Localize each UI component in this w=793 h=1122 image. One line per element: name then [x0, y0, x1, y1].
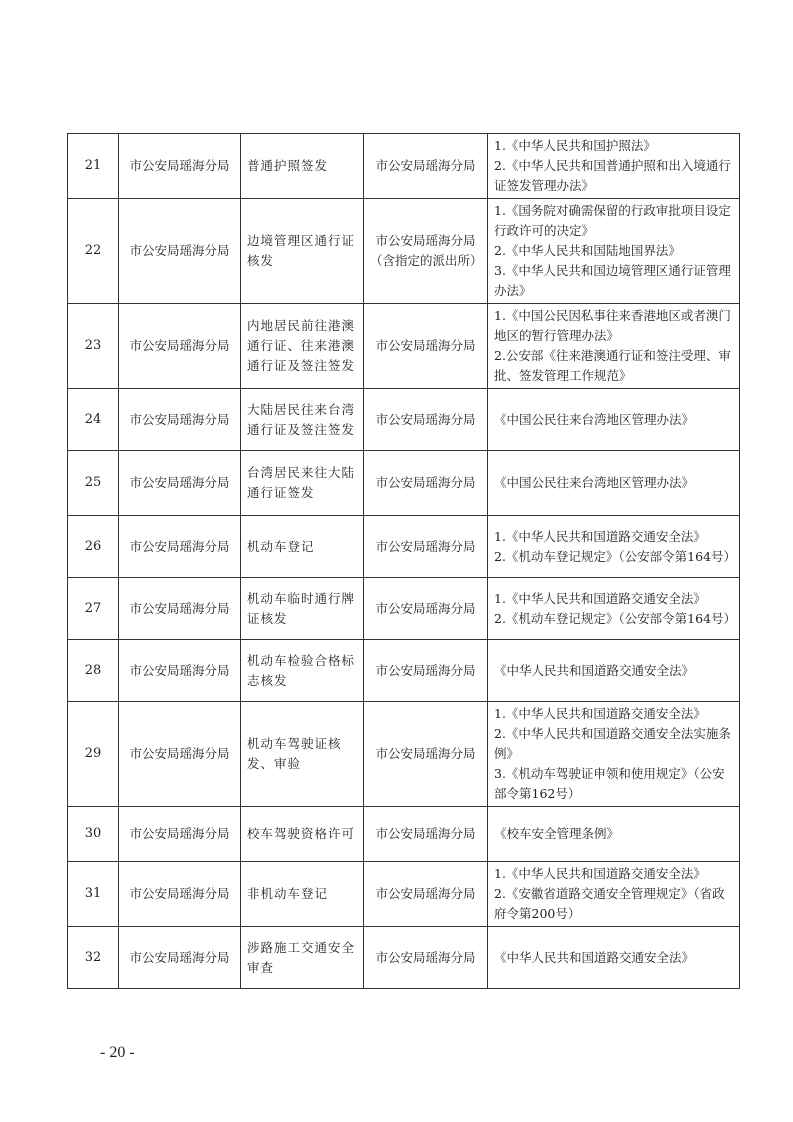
implementing-unit-cell: 市公安局瑶海分局 [364, 807, 488, 862]
table-row [68, 578, 740, 640]
department-cell: 市公安局瑶海分局 [119, 199, 241, 304]
implementing-unit-cell: 市公安局瑶海分局（含指定的派出所） [364, 199, 488, 304]
department-cell: 市公安局瑶海分局 [119, 389, 241, 451]
department-cell: 市公安局瑶海分局 [119, 927, 241, 989]
legal-basis-line: 3.《中华人民共和国边境管理区通行证管理办法》 [494, 263, 731, 298]
table-row [68, 862, 740, 927]
table-row [68, 304, 740, 389]
permit-item-cell: 边境管理区通行证核发 [241, 199, 364, 304]
department-cell: 市公安局瑶海分局 [119, 578, 241, 640]
legal-basis-line: 3.《机动车驾驶证申领和使用规定》（公安部令第162号） [494, 766, 725, 801]
legal-basis-line: 1.《中华人民共和国道路交通安全法》 [494, 706, 706, 721]
legal-basis-line: 1.《国务院对确需保留的行政审批项目设定行政许可的决定》 [494, 203, 731, 238]
table-body [68, 134, 740, 989]
permit-item-cell: 机动车驾驶证核发、审验 [241, 702, 364, 807]
row-number: 25 [68, 451, 119, 516]
permit-item-cell: 机动车临时通行牌证核发 [241, 578, 364, 640]
table-row [68, 927, 740, 989]
row-number: 22 [68, 199, 119, 304]
legal-basis-cell [488, 862, 740, 927]
document-table-container [67, 133, 739, 989]
implementing-unit-cell: 市公安局瑶海分局 [364, 862, 488, 927]
row-number: 26 [68, 516, 119, 578]
legal-basis-cell [488, 516, 740, 578]
legal-basis-line: 1.《中华人民共和国道路交通安全法》 [494, 866, 706, 881]
legal-basis-line: 2.《中华人民共和国道路交通安全法实施条例》 [494, 726, 731, 761]
table-row [68, 807, 740, 862]
legal-basis-line: 1.《中华人民共和国护照法》 [494, 138, 656, 153]
legal-basis-line: 2.《机动车登记规定》（公安部令第164号） [494, 548, 737, 564]
permit-table [67, 133, 740, 989]
legal-basis-cell [488, 451, 740, 516]
row-number: 31 [68, 862, 119, 927]
table-row [68, 702, 740, 807]
row-number: 27 [68, 578, 119, 640]
legal-basis-line: 《中华人民共和国道路交通安全法》 [494, 949, 695, 965]
legal-basis-line: 2.《安徽省道路交通安全管理规定》（省政府令第200号） [494, 886, 725, 921]
page-number: - 20 - [100, 1044, 135, 1061]
table-row [68, 389, 740, 451]
legal-basis-line: 《中国公民往来台湾地区管理办法》 [494, 411, 695, 427]
row-number: 32 [68, 927, 119, 989]
legal-basis-line: 1.《中国公民因私事往来香港地区或者澳门地区的暂行管理办法》 [494, 308, 731, 343]
implementing-unit-cell: 市公安局瑶海分局 [364, 304, 488, 389]
legal-basis-cell [488, 199, 740, 304]
permit-item-cell: 校车驾驶资格许可 [241, 807, 364, 862]
permit-item-cell: 大陆居民往来台湾通行证及签注签发 [241, 389, 364, 451]
legal-basis-line: 1.《中华人民共和国道路交通安全法》 [494, 590, 706, 606]
implementing-unit-cell: 市公安局瑶海分局 [364, 578, 488, 640]
permit-item-cell: 台湾居民来往大陆通行证签发 [241, 451, 364, 516]
row-number: 29 [68, 702, 119, 807]
department-cell: 市公安局瑶海分局 [119, 134, 241, 199]
row-number: 21 [68, 134, 119, 199]
row-number: 30 [68, 807, 119, 862]
table-row [68, 640, 740, 702]
permit-item-cell: 非机动车登记 [241, 862, 364, 927]
department-cell: 市公安局瑶海分局 [119, 304, 241, 389]
legal-basis-cell [488, 389, 740, 451]
legal-basis-cell [488, 702, 740, 807]
implementing-unit-cell: 市公安局瑶海分局 [364, 516, 488, 578]
legal-basis-line: 2.公安部《往来港澳通行证和签注受理、审批、签发管理工作规范》 [494, 348, 731, 383]
department-cell: 市公安局瑶海分局 [119, 702, 241, 807]
legal-basis-line: 《中华人民共和国道路交通安全法》 [494, 662, 695, 678]
table-row [68, 199, 740, 304]
permit-item-cell: 普通护照签发 [241, 134, 364, 199]
row-number: 23 [68, 304, 119, 389]
legal-basis-line: 2.《中华人民共和国普通护照和出入境通行证签发管理办法》 [494, 158, 731, 193]
implementing-unit-cell: 市公安局瑶海分局 [364, 389, 488, 451]
implementing-unit-cell: 市公安局瑶海分局 [364, 640, 488, 702]
permit-item-cell: 内地居民前往港澳通行证、往来港澳通行证及签注签发 [241, 304, 364, 389]
permit-item-cell: 机动车登记 [241, 516, 364, 578]
department-cell: 市公安局瑶海分局 [119, 451, 241, 516]
legal-basis-line: 1.《中华人民共和国道路交通安全法》 [494, 528, 706, 544]
permit-item-cell: 涉路施工交通安全审查 [241, 927, 364, 989]
legal-basis-cell [488, 927, 740, 989]
legal-basis-line: 《校车安全管理条例》 [494, 826, 620, 841]
implementing-unit-cell: 市公安局瑶海分局 [364, 927, 488, 989]
table-row [68, 516, 740, 578]
implementing-unit-cell: 市公安局瑶海分局 [364, 134, 488, 199]
legal-basis-cell [488, 304, 740, 389]
department-cell: 市公安局瑶海分局 [119, 807, 241, 862]
department-cell: 市公安局瑶海分局 [119, 516, 241, 578]
legal-basis-line: 《中国公民往来台湾地区管理办法》 [494, 475, 695, 490]
implementing-unit-cell: 市公安局瑶海分局 [364, 702, 488, 807]
table-row [68, 134, 740, 199]
legal-basis-line: 2.《机动车登记规定》（公安部令第164号） [494, 610, 737, 626]
legal-basis-cell [488, 578, 740, 640]
legal-basis-line: 2.《中华人民共和国陆地国界法》 [494, 243, 681, 258]
row-number: 24 [68, 389, 119, 451]
department-cell: 市公安局瑶海分局 [119, 640, 241, 702]
permit-item-cell: 机动车检验合格标志核发 [241, 640, 364, 702]
department-cell: 市公安局瑶海分局 [119, 862, 241, 927]
implementing-unit-cell: 市公安局瑶海分局 [364, 451, 488, 516]
table-row [68, 451, 740, 516]
legal-basis-cell [488, 134, 740, 199]
legal-basis-cell [488, 640, 740, 702]
row-number: 28 [68, 640, 119, 702]
legal-basis-cell [488, 807, 740, 862]
